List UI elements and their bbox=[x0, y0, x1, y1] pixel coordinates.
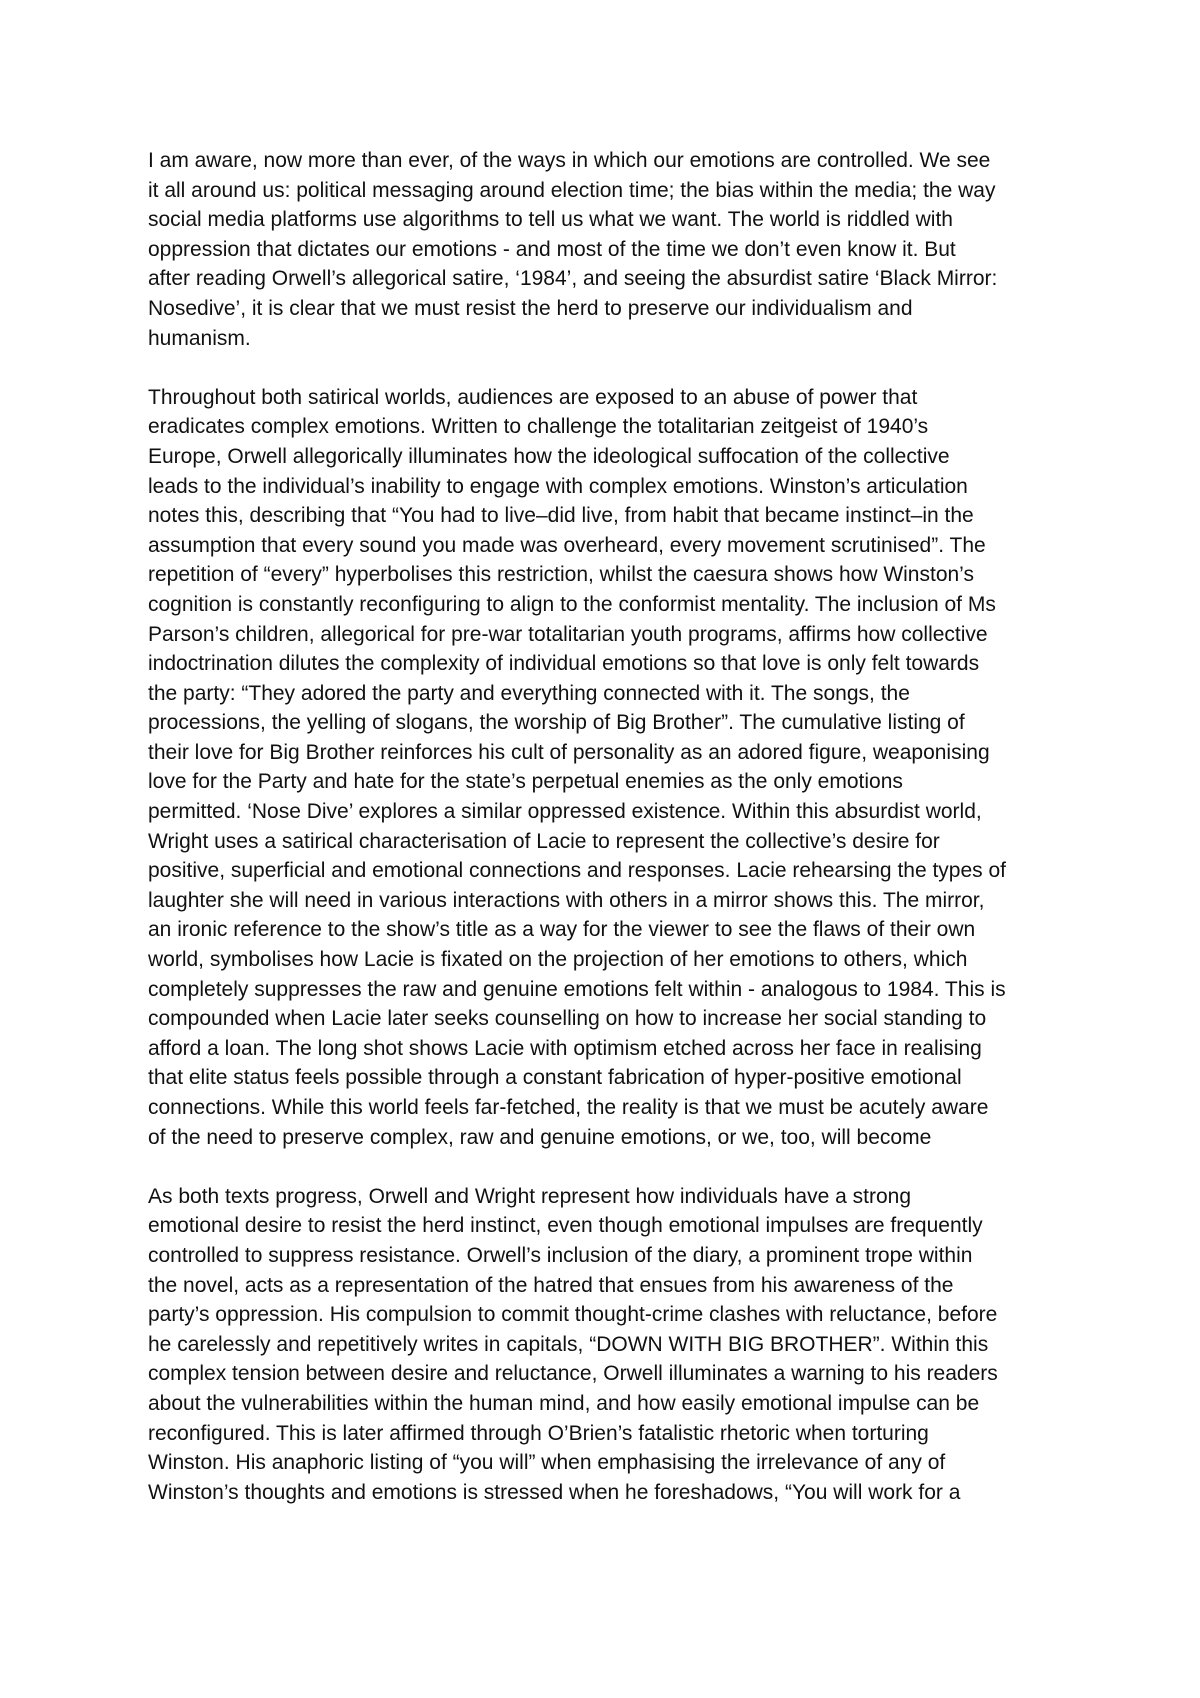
text-line: that elite status feels possible through a constant fabrication of hyper-positive emotional bbox=[148, 1066, 962, 1090]
paragraph-spacer bbox=[148, 353, 1068, 383]
text-line: after reading Orwell’s allegorical satire, ‘1984’, and seeing the absurdist satire ‘Black Mirror: bbox=[148, 267, 998, 291]
essay-body bbox=[148, 146, 1068, 1507]
text-line: the party: “They adored the party and everything connected with it. The songs, the bbox=[148, 681, 910, 705]
text-line: Parson’s children, allegorical for pre-war totalitarian youth programs, affirms how collective bbox=[148, 622, 988, 646]
text-line: of the need to preserve complex, raw and genuine emotions, or we, too, will become bbox=[148, 1125, 932, 1149]
text-line: world, symbolises how Lacie is fixated on the projection of her emotions to others, which bbox=[148, 948, 968, 972]
text-line: positive, superficial and emotional connections and responses. Lacie rehearsing the types of bbox=[148, 859, 1007, 883]
text-line: eradicates complex emotions. Written to challenge the totalitarian zeitgeist of 1940’s bbox=[148, 415, 929, 439]
text-line: compounded when Lacie later seeks counselling on how to increase her social standing to bbox=[148, 1007, 987, 1031]
text-line: Throughout both satirical worlds, audiences are exposed to an abuse of power that bbox=[148, 385, 918, 409]
text-line: Wright uses a satirical characterisation of Lacie to represent the collective’s desire for bbox=[148, 829, 940, 853]
text-line: their love for Big Brother reinforces his cult of personality as an adored figure, weaponising bbox=[148, 740, 990, 764]
text-line: I am aware, now more than ever, of the ways in which our emotions are controlled. We see bbox=[148, 149, 991, 172]
text-line: laughter she will need in various interactions with others in a mirror shows this. The mirror, bbox=[148, 888, 985, 912]
text-line: he carelessly and repetitively writes in capitals, “DOWN WITH BIG BROTHER”. Within this bbox=[148, 1332, 989, 1356]
paragraph-spacer bbox=[148, 1152, 1068, 1182]
text-line: love for the Party and hate for the state’s perpetual enemies as the only emotions bbox=[148, 770, 903, 794]
text-line: notes this, describing that “You had to live–did live, from habit that became instinct–in the bbox=[148, 504, 974, 528]
text-line: leads to the individual’s inability to engage with complex emotions. Winston’s articulation bbox=[148, 474, 968, 498]
text-line: oppression that dictates our emotions - and most of the time we don’t even know it. But bbox=[148, 237, 956, 261]
text-line: party’s oppression. His compulsion to commit thought-crime clashes with reluctance, before bbox=[148, 1303, 998, 1327]
text-line: humanism. bbox=[148, 326, 251, 350]
text-line: assumption that every sound you made was overheard, every movement scrutinised”. The bbox=[148, 533, 986, 557]
text-line: indoctrination dilutes the complexity of individual emotions so that love is only felt towards bbox=[148, 652, 980, 676]
text-line: an ironic reference to the show’s title as a way for the viewer to see the flaws of their own bbox=[148, 918, 976, 942]
text-line: Winston’s thoughts and emotions is stressed when he foreshadows, “You will work for a bbox=[148, 1480, 961, 1504]
text-line: cognition is constantly reconfiguring to align to the conformist mentality. The inclusion of Ms bbox=[148, 592, 996, 616]
text-line: controlled to suppress resistance. Orwell’s inclusion of the diary, a prominent trope within bbox=[148, 1243, 973, 1267]
text-line: permitted. ‘Nose Dive’ explores a similar oppressed existence. Within this absurdist world, bbox=[148, 800, 982, 824]
text-line: As both texts progress, Orwell and Wright represent how individuals have a strong bbox=[148, 1184, 911, 1208]
paragraph-body-2 bbox=[148, 1182, 1068, 1508]
text-line: complex tension between desire and reluctance, Orwell illuminates a warning to his readers bbox=[148, 1362, 998, 1386]
text-line: completely suppresses the raw and genuine emotions felt within - analogous to 1984. This is bbox=[148, 977, 1006, 1001]
text-line: Europe, Orwell allegorically illuminates how the ideological suffocation of the collective bbox=[148, 444, 950, 468]
text-line: connections. While this world feels far-fetched, the reality is that we must be acutely aware bbox=[148, 1096, 989, 1119]
text-line: repetition of “every” hyperbolises this restriction, whilst the caesura shows how Winston’s bbox=[148, 563, 974, 587]
text-line: about the vulnerabilities within the human mind, and how easily emotional impulse can be bbox=[148, 1391, 980, 1415]
text-line: Winston. His anaphoric listing of “you will” when emphasising the irrelevance of any of bbox=[148, 1451, 946, 1475]
paragraph-body-1 bbox=[148, 383, 1068, 1152]
text-line: afford a loan. The long shot shows Lacie with optimism etched across her face in realising bbox=[148, 1036, 982, 1060]
paragraph-introduction bbox=[148, 146, 1068, 353]
text-line: it all around us: political messaging around election time; the bias within the media; the way bbox=[148, 178, 996, 202]
text-line: reconfigured. This is later affirmed through O’Brien’s fatalistic rhetoric when torturing bbox=[148, 1421, 929, 1445]
text-line: Nosedive’, it is clear that we must resist the herd to preserve our individualism and bbox=[148, 296, 913, 320]
text-line: processions, the yelling of slogans, the worship of Big Brother”. The cumulative listing of bbox=[148, 711, 965, 735]
text-line: the novel, acts as a representation of the hatred that ensues from his awareness of the bbox=[148, 1273, 954, 1297]
text-line: emotional desire to resist the herd instinct, even though emotional impulses are frequently bbox=[148, 1214, 983, 1238]
text-line: social media platforms use algorithms to tell us what we want. The world is riddled with bbox=[148, 208, 953, 232]
